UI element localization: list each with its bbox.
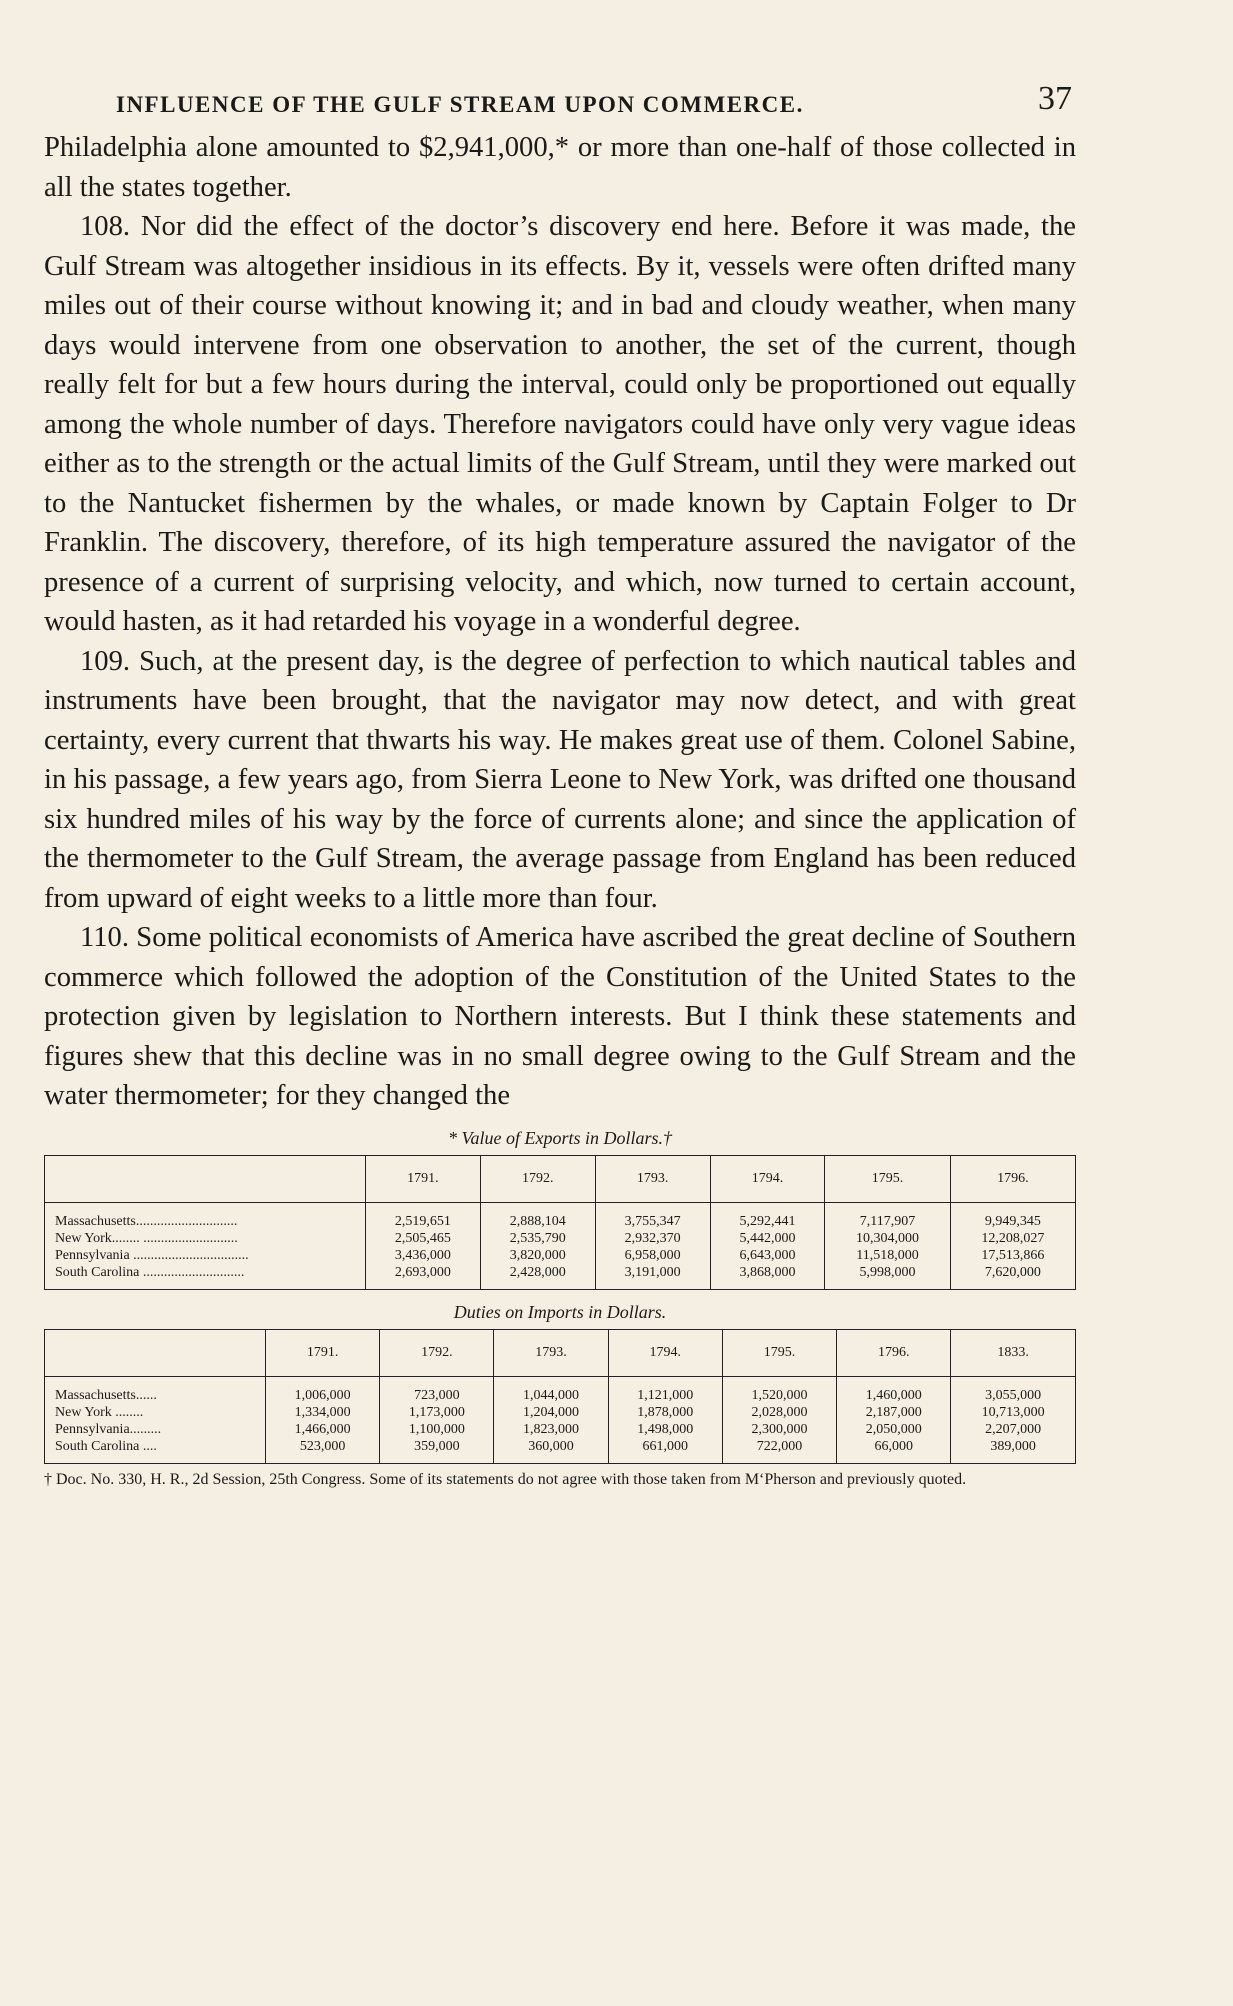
- exports-year: 1794.: [710, 1155, 825, 1202]
- table-cell: 66,000: [837, 1438, 951, 1464]
- table-cell: 3,055,000: [951, 1376, 1076, 1404]
- table-row: [45, 1202, 1076, 1230]
- table-cell: 12,208,027: [950, 1230, 1075, 1247]
- table-cell: 1,878,000: [608, 1404, 722, 1421]
- table-cell: 2,028,000: [722, 1404, 836, 1421]
- table-cell: 1,334,000: [266, 1404, 380, 1421]
- book-page: [44, 70, 1076, 1489]
- table-cell: 2,888,104: [480, 1202, 595, 1230]
- duties-year: 1795.: [722, 1329, 836, 1376]
- exports-table: [44, 1155, 1076, 1290]
- table-cell: 2,505,465: [366, 1230, 481, 1247]
- state-name: South Carolina .............................: [45, 1264, 366, 1290]
- state-name: Pennsylvania.........: [45, 1421, 266, 1438]
- duties-year: 1833.: [951, 1329, 1076, 1376]
- table-cell: 359,000: [380, 1438, 494, 1464]
- exports-year: 1796.: [950, 1155, 1075, 1202]
- table-row: [45, 1421, 1076, 1438]
- table-row: [45, 1404, 1076, 1421]
- paragraph-continued: Philadelphia alone amounted to $2,941,000,* or more than one-half of those collected in all the states together.: [44, 132, 1076, 203]
- exports-year: 1795.: [825, 1155, 950, 1202]
- table-cell: 1,044,000: [494, 1376, 608, 1404]
- table-cell: 5,442,000: [710, 1230, 825, 1247]
- table-cell: 1,204,000: [494, 1404, 608, 1421]
- footnote: † Doc. No. 330, H. R., 2d Session, 25th Congress. Some of its statements do not agree with those taken from M‘Pherson and previously quoted.: [44, 1470, 967, 1488]
- table-cell: 7,117,907: [825, 1202, 950, 1230]
- table-row: [45, 1264, 1076, 1290]
- table-cell: 360,000: [494, 1438, 608, 1464]
- table-cell: 1,460,000: [837, 1376, 951, 1404]
- exports-table-caption: * Value of Exports in Dollars.†: [448, 1127, 672, 1148]
- table-cell: 661,000: [608, 1438, 722, 1464]
- duties-header-row: [45, 1329, 1076, 1376]
- state-name: Massachusetts......: [45, 1376, 266, 1404]
- table-cell: 722,000: [722, 1438, 836, 1464]
- table-cell: 17,513,866: [950, 1247, 1075, 1264]
- table-row: [45, 1247, 1076, 1264]
- state-name: New York ........: [45, 1404, 266, 1421]
- page-number: 37: [1038, 80, 1072, 117]
- table-cell: 6,643,000: [710, 1247, 825, 1264]
- body-text: [44, 128, 1076, 1116]
- table-cell: 389,000: [951, 1438, 1076, 1464]
- paragraph-109: 109. Such, at the present day, is the degree of perfection to which nautical tables and instruments have been brought, that the navigator may now detect, and with great certainty, every current that thwarts his way. He makes great use of them. Colonel Sabine, in his passage, a few years ago, from Sierra Leone to New York, was drifted one thousand six hundred miles of his way by the force of currents alone; and since the application of the thermometer to the Gulf Stream, the average passage from England has been reduced from upward of eight weeks to a little more than four.: [44, 645, 1076, 914]
- table-cell: 1,121,000: [608, 1376, 722, 1404]
- table-cell: 1,006,000: [266, 1376, 380, 1404]
- duties-header-blank: [45, 1329, 266, 1376]
- state-name: Massachusetts.............................: [45, 1202, 366, 1230]
- table-cell: 5,292,441: [710, 1202, 825, 1230]
- duties-year: 1793.: [494, 1329, 608, 1376]
- duties-table-caption: Duties on Imports in Dollars.: [453, 1301, 667, 1322]
- state-name: South Carolina ....: [45, 1438, 266, 1464]
- state-name: Pennsylvania .................................: [45, 1247, 366, 1264]
- table-cell: 1,100,000: [380, 1421, 494, 1438]
- duties-year: 1796.: [837, 1329, 951, 1376]
- exports-header-row: [45, 1155, 1076, 1202]
- table-cell: 1,520,000: [722, 1376, 836, 1404]
- table-cell: 1,173,000: [380, 1404, 494, 1421]
- table-cell: 1,498,000: [608, 1421, 722, 1438]
- table-cell: 3,191,000: [595, 1264, 710, 1290]
- table-cell: 2,187,000: [837, 1404, 951, 1421]
- exports-year: 1793.: [595, 1155, 710, 1202]
- table-cell: 7,620,000: [950, 1264, 1075, 1290]
- table-cell: 2,535,790: [480, 1230, 595, 1247]
- table-cell: 3,436,000: [366, 1247, 481, 1264]
- table-cell: 10,304,000: [825, 1230, 950, 1247]
- table-cell: 3,820,000: [480, 1247, 595, 1264]
- table-row: [45, 1230, 1076, 1247]
- duties-year: 1791.: [266, 1329, 380, 1376]
- table-cell: 2,693,000: [366, 1264, 481, 1290]
- exports-header-blank: [45, 1155, 366, 1202]
- table-cell: 11,518,000: [825, 1247, 950, 1264]
- table-cell: 1,466,000: [266, 1421, 380, 1438]
- table-cell: 2,932,370: [595, 1230, 710, 1247]
- table-cell: 3,755,347: [595, 1202, 710, 1230]
- duties-year: 1794.: [608, 1329, 722, 1376]
- table-cell: 9,949,345: [950, 1202, 1075, 1230]
- table-cell: 723,000: [380, 1376, 494, 1404]
- page-header: [44, 70, 1076, 118]
- running-title: INFLUENCE OF THE GULF STREAM UPON COMMERCE.: [116, 92, 804, 117]
- table-cell: 5,998,000: [825, 1264, 950, 1290]
- table-cell: 3,868,000: [710, 1264, 825, 1290]
- table-cell: 10,713,000: [951, 1404, 1076, 1421]
- table-cell: 1,823,000: [494, 1421, 608, 1438]
- exports-year: 1791.: [366, 1155, 481, 1202]
- table-cell: 2,428,000: [480, 1264, 595, 1290]
- table-cell: 2,207,000: [951, 1421, 1076, 1438]
- table-row: [45, 1438, 1076, 1464]
- table-cell: 2,300,000: [722, 1421, 836, 1438]
- duties-table: [44, 1329, 1076, 1464]
- exports-year: 1792.: [480, 1155, 595, 1202]
- state-name: New York........ ...........................: [45, 1230, 366, 1247]
- table-cell: 523,000: [266, 1438, 380, 1464]
- paragraph-110: 110. Some political economists of America have ascribed the great decline of Southern commerce which followed the adoption of the Constitution of the United States to the protection given by legislation to Northern interests. But I think these statements and figures shew that this decline was in no small degree owing to the Gulf Stream and the water thermometer; for they changed the: [44, 922, 1076, 1111]
- table-row: [45, 1376, 1076, 1404]
- table-cell: 2,519,651: [366, 1202, 481, 1230]
- duties-year: 1792.: [380, 1329, 494, 1376]
- paragraph-108: 108. Nor did the effect of the doctor’s discovery end here. Before it was made, the Gulf Stream was altogether insidious in its effects. By it, vessels were often drifted many miles out of their course without knowing it; and in bad and cloudy weather, when many days would intervene from one observation to another, the set of the current, though really felt for but a few hours during the interval, could only be proportioned out equally among the whole number of days. Therefore navigators could have only very vague ideas either as to the strength or the actual limits of the Gulf Stream, until they were marked out to the Nantucket fishermen by the whales, or made known by Captain Folger to Dr Franklin. The discovery, therefore, of its high temperature assured the navigator of the presence of a current of surprising velocity, and which, now turned to certain account, would hasten, as it had retarded his voyage in a wonderful degree.: [44, 211, 1076, 637]
- table-cell: 6,958,000: [595, 1247, 710, 1264]
- table-cell: 2,050,000: [837, 1421, 951, 1438]
